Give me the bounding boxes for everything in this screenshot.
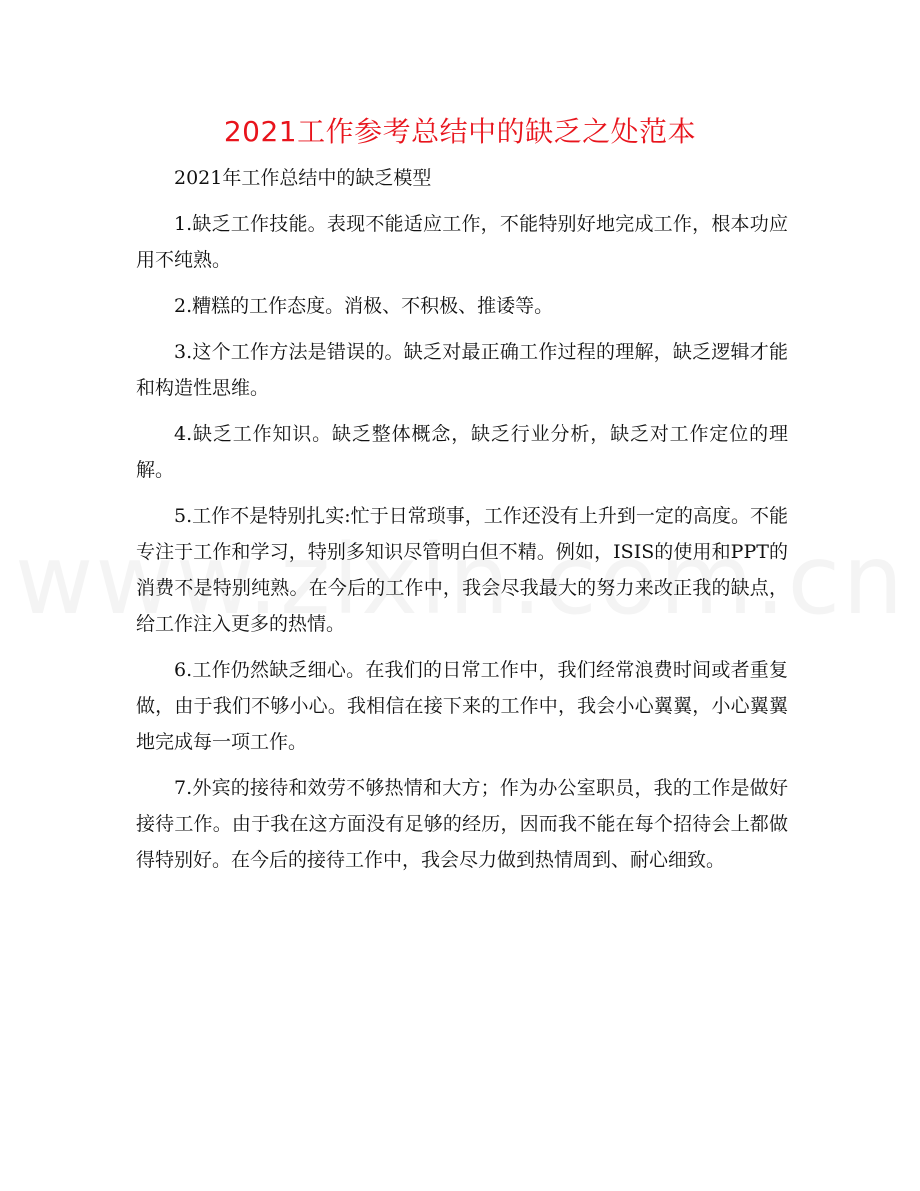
subtitle-paragraph: 2021年工作总结中的缺乏模型 [174, 167, 432, 189]
document-body [136, 160, 788, 888]
paragraph-item-1: 1.缺乏工作技能。表现不能适应工作，不能特别好地完成工作，根本功应用不纯熟。 [136, 213, 788, 271]
paragraph-item-2: 2.糟糕的工作态度。消极、不积极、推诿等。 [174, 295, 554, 317]
document-title: 2021工作参考总结中的缺乏之处范本 [223, 115, 697, 148]
paragraph-item-7: 7.外宾的接待和效劳不够热情和大方；作为办公室职员，我的工作是做好接待工作。由于我在这方面没有足够的经历，因而我不能在每个招待会上都做得特别好。在今后的接待工作中，我会尽力做到热情周到、耐心细致。 [136, 777, 788, 871]
paragraph-item-4: 4.缺乏工作知识。缺乏整体概念，缺乏行业分析，缺乏对工作定位的理解。 [136, 423, 788, 481]
paragraph-item-5: 5.工作不是特别扎实:忙于日常琐事，工作还没有上升到一定的高度。不能专注于工作和学习，特别多知识尽管明白但不精。例如，ISIS的使用和PPT的消费不是特别纯熟。在今后的工作中，我会尽我最大的努力来改正我的缺点，给工作注入更多的热情。 [136, 505, 788, 635]
paragraph-item-6: 6.工作仍然缺乏细心。在我们的日常工作中，我们经常浪费时间或者重复做，由于我们不够小心。我相信在接下来的工作中，我会小心翼翼，小心翼翼地完成每一项工作。 [136, 659, 788, 753]
paragraph-item-3: 3.这个工作方法是错误的。缺乏对最正确工作过程的理解，缺乏逻辑才能和构造性思维。 [136, 341, 788, 399]
